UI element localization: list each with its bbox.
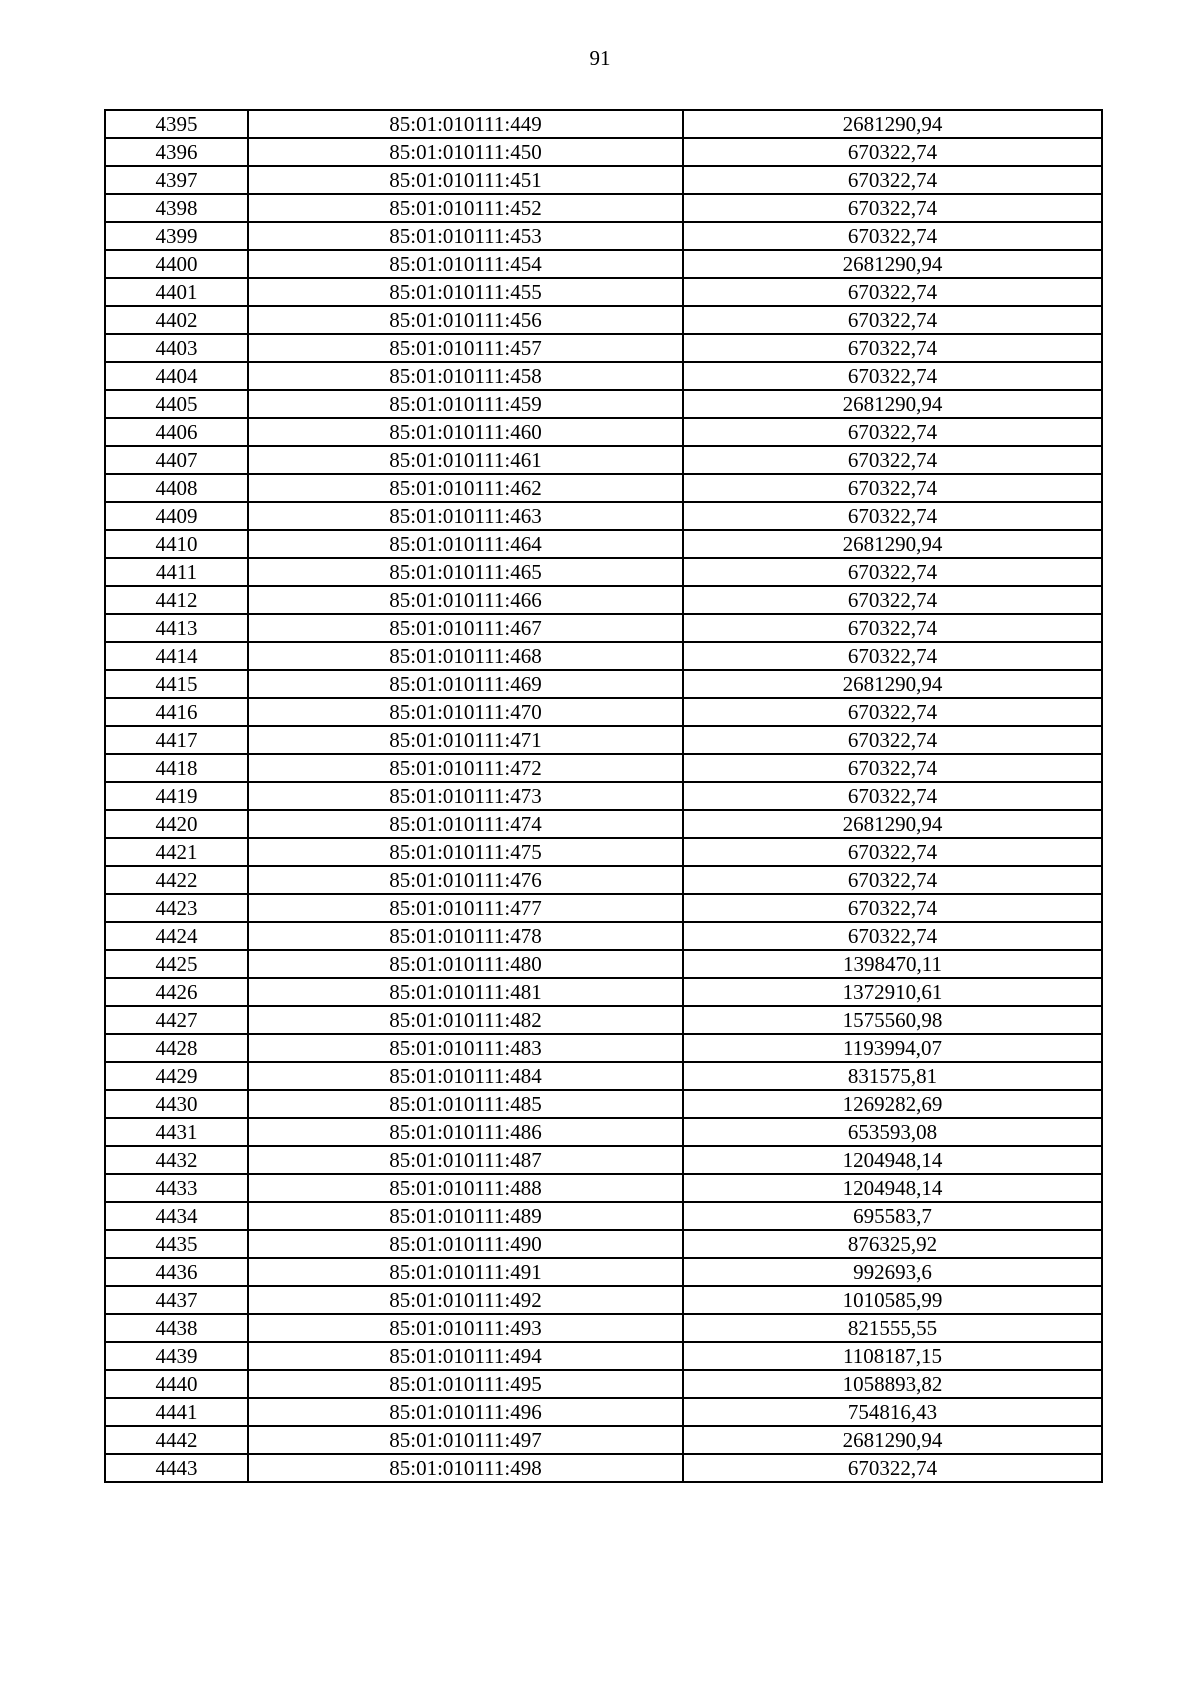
table-row: [105, 1174, 1102, 1202]
cadastral-number-cell: 85:01:010111:458: [248, 362, 683, 390]
row-number-cell: 4422: [105, 866, 248, 894]
cadastral-number-cell: 85:01:010111:495: [248, 1370, 683, 1398]
cadastral-number-cell: 85:01:010111:489: [248, 1202, 683, 1230]
cadastral-value-cell: 670322,74: [683, 306, 1102, 334]
row-number-cell: 4406: [105, 418, 248, 446]
cadastral-value-cell: 670322,74: [683, 166, 1102, 194]
cadastral-value-cell: 670322,74: [683, 586, 1102, 614]
cadastral-value-table: [104, 109, 1103, 1483]
cadastral-value-cell: 695583,7: [683, 1202, 1102, 1230]
row-number-cell: 4431: [105, 1118, 248, 1146]
row-number-cell: 4429: [105, 1062, 248, 1090]
row-number-cell: 4404: [105, 362, 248, 390]
cadastral-value-cell: 670322,74: [683, 222, 1102, 250]
row-number-cell: 4435: [105, 1230, 248, 1258]
cadastral-number-cell: 85:01:010111:487: [248, 1146, 683, 1174]
cadastral-value-cell: 1108187,15: [683, 1342, 1102, 1370]
table-row: [105, 138, 1102, 166]
row-number-cell: 4410: [105, 530, 248, 558]
row-number-cell: 4443: [105, 1454, 248, 1482]
table-body: [105, 110, 1102, 1482]
cadastral-value-cell: 670322,74: [683, 474, 1102, 502]
cadastral-value-cell: 2681290,94: [683, 530, 1102, 558]
cadastral-number-cell: 85:01:010111:461: [248, 446, 683, 474]
row-number-cell: 4412: [105, 586, 248, 614]
row-number-cell: 4400: [105, 250, 248, 278]
table-row: [105, 418, 1102, 446]
table-row: [105, 530, 1102, 558]
cadastral-value-cell: 2681290,94: [683, 110, 1102, 138]
cadastral-value-cell: 1193994,07: [683, 1034, 1102, 1062]
table-row: [105, 362, 1102, 390]
cadastral-value-cell: 670322,74: [683, 334, 1102, 362]
cadastral-number-cell: 85:01:010111:494: [248, 1342, 683, 1370]
row-number-cell: 4415: [105, 670, 248, 698]
table-row: [105, 110, 1102, 138]
table-row: [105, 1286, 1102, 1314]
cadastral-number-cell: 85:01:010111:454: [248, 250, 683, 278]
cadastral-number-cell: 85:01:010111:456: [248, 306, 683, 334]
cadastral-value-cell: 1204948,14: [683, 1146, 1102, 1174]
page-number: 91: [589, 46, 611, 70]
cadastral-value-cell: 992693,6: [683, 1258, 1102, 1286]
table-row: [105, 194, 1102, 222]
row-number-cell: 4438: [105, 1314, 248, 1342]
table-row: [105, 642, 1102, 670]
cadastral-number-cell: 85:01:010111:478: [248, 922, 683, 950]
cadastral-number-cell: 85:01:010111:486: [248, 1118, 683, 1146]
cadastral-number-cell: 85:01:010111:459: [248, 390, 683, 418]
cadastral-value-cell: 670322,74: [683, 642, 1102, 670]
cadastral-value-cell: 831575,81: [683, 1062, 1102, 1090]
row-number-cell: 4440: [105, 1370, 248, 1398]
row-number-cell: 4396: [105, 138, 248, 166]
cadastral-value-cell: 2681290,94: [683, 810, 1102, 838]
row-number-cell: 4428: [105, 1034, 248, 1062]
table-row: [105, 950, 1102, 978]
cadastral-number-cell: 85:01:010111:449: [248, 110, 683, 138]
cadastral-value-cell: 1010585,99: [683, 1286, 1102, 1314]
row-number-cell: 4399: [105, 222, 248, 250]
cadastral-value-cell: 876325,92: [683, 1230, 1102, 1258]
cadastral-number-cell: 85:01:010111:475: [248, 838, 683, 866]
table-row: [105, 1034, 1102, 1062]
row-number-cell: 4433: [105, 1174, 248, 1202]
cadastral-number-cell: 85:01:010111:470: [248, 698, 683, 726]
cadastral-number-cell: 85:01:010111:490: [248, 1230, 683, 1258]
table-row: [105, 278, 1102, 306]
table-row: [105, 222, 1102, 250]
table-row: [105, 446, 1102, 474]
row-number-cell: 4427: [105, 1006, 248, 1034]
cadastral-value-cell: 821555,55: [683, 1314, 1102, 1342]
cadastral-value-cell: 670322,74: [683, 446, 1102, 474]
row-number-cell: 4403: [105, 334, 248, 362]
row-number-cell: 4418: [105, 754, 248, 782]
cadastral-value-cell: 670322,74: [683, 754, 1102, 782]
cadastral-number-cell: 85:01:010111:472: [248, 754, 683, 782]
row-number-cell: 4424: [105, 922, 248, 950]
table-row: [105, 1090, 1102, 1118]
table-row: [105, 782, 1102, 810]
cadastral-number-cell: 85:01:010111:485: [248, 1090, 683, 1118]
row-number-cell: 4411: [105, 558, 248, 586]
row-number-cell: 4413: [105, 614, 248, 642]
cadastral-number-cell: 85:01:010111:476: [248, 866, 683, 894]
cadastral-number-cell: 85:01:010111:460: [248, 418, 683, 446]
cadastral-number-cell: 85:01:010111:457: [248, 334, 683, 362]
cadastral-number-cell: 85:01:010111:481: [248, 978, 683, 1006]
cadastral-number-cell: 85:01:010111:464: [248, 530, 683, 558]
table-row: [105, 894, 1102, 922]
row-number-cell: 4437: [105, 1286, 248, 1314]
cadastral-number-cell: 85:01:010111:488: [248, 1174, 683, 1202]
row-number-cell: 4395: [105, 110, 248, 138]
cadastral-number-cell: 85:01:010111:477: [248, 894, 683, 922]
cadastral-value-cell: 670322,74: [683, 278, 1102, 306]
table-row: [105, 474, 1102, 502]
cadastral-value-cell: 670322,74: [683, 1454, 1102, 1482]
cadastral-value-cell: 2681290,94: [683, 670, 1102, 698]
cadastral-number-cell: 85:01:010111:463: [248, 502, 683, 530]
cadastral-number-cell: 85:01:010111:498: [248, 1454, 683, 1482]
cadastral-value-cell: 670322,74: [683, 194, 1102, 222]
table-row: [105, 698, 1102, 726]
cadastral-number-cell: 85:01:010111:474: [248, 810, 683, 838]
row-number-cell: 4409: [105, 502, 248, 530]
cadastral-number-cell: 85:01:010111:493: [248, 1314, 683, 1342]
row-number-cell: 4434: [105, 1202, 248, 1230]
table-row: [105, 614, 1102, 642]
table-row: [105, 1202, 1102, 1230]
table-row: [105, 754, 1102, 782]
cadastral-value-cell: 754816,43: [683, 1398, 1102, 1426]
table-row: [105, 1370, 1102, 1398]
table-row: [105, 502, 1102, 530]
cadastral-value-cell: 2681290,94: [683, 1426, 1102, 1454]
cadastral-value-cell: 1372910,61: [683, 978, 1102, 1006]
row-number-cell: 4417: [105, 726, 248, 754]
cadastral-number-cell: 85:01:010111:466: [248, 586, 683, 614]
cadastral-value-cell: 670322,74: [683, 418, 1102, 446]
cadastral-number-cell: 85:01:010111:462: [248, 474, 683, 502]
cadastral-number-cell: 85:01:010111:491: [248, 1258, 683, 1286]
cadastral-value-cell: 2681290,94: [683, 390, 1102, 418]
table-row: [105, 1314, 1102, 1342]
table-row: [105, 1258, 1102, 1286]
table-row: [105, 922, 1102, 950]
table-row: [105, 390, 1102, 418]
cadastral-value-cell: 1398470,11: [683, 950, 1102, 978]
cadastral-number-cell: 85:01:010111:496: [248, 1398, 683, 1426]
table-row: [105, 586, 1102, 614]
cadastral-value-cell: 1204948,14: [683, 1174, 1102, 1202]
row-number-cell: 4432: [105, 1146, 248, 1174]
cadastral-number-cell: 85:01:010111:453: [248, 222, 683, 250]
cadastral-value-cell: 670322,74: [683, 698, 1102, 726]
cadastral-value-cell: 1269282,69: [683, 1090, 1102, 1118]
table-row: [105, 1118, 1102, 1146]
cadastral-value-cell: 670322,74: [683, 838, 1102, 866]
cadastral-value-cell: 653593,08: [683, 1118, 1102, 1146]
cadastral-value-cell: 1058893,82: [683, 1370, 1102, 1398]
cadastral-value-cell: 670322,74: [683, 782, 1102, 810]
cadastral-number-cell: 85:01:010111:450: [248, 138, 683, 166]
table-row: [105, 1006, 1102, 1034]
row-number-cell: 4425: [105, 950, 248, 978]
table-row: [105, 866, 1102, 894]
cadastral-value-cell: 670322,74: [683, 726, 1102, 754]
row-number-cell: 4397: [105, 166, 248, 194]
cadastral-value-cell: 670322,74: [683, 138, 1102, 166]
row-number-cell: 4423: [105, 894, 248, 922]
cadastral-number-cell: 85:01:010111:471: [248, 726, 683, 754]
table-row: [105, 1062, 1102, 1090]
row-number-cell: 4414: [105, 642, 248, 670]
row-number-cell: 4426: [105, 978, 248, 1006]
table-row: [105, 1230, 1102, 1258]
table-row: [105, 726, 1102, 754]
row-number-cell: 4407: [105, 446, 248, 474]
table-row: [105, 1342, 1102, 1370]
cadastral-value-cell: 670322,74: [683, 866, 1102, 894]
cadastral-number-cell: 85:01:010111:473: [248, 782, 683, 810]
row-number-cell: 4439: [105, 1342, 248, 1370]
table-row: [105, 1454, 1102, 1482]
row-number-cell: 4405: [105, 390, 248, 418]
cadastral-number-cell: 85:01:010111:484: [248, 1062, 683, 1090]
table-row: [105, 978, 1102, 1006]
cadastral-number-cell: 85:01:010111:455: [248, 278, 683, 306]
cadastral-value-cell: 670322,74: [683, 922, 1102, 950]
cadastral-value-cell: 1575560,98: [683, 1006, 1102, 1034]
cadastral-number-cell: 85:01:010111:469: [248, 670, 683, 698]
cadastral-value-cell: 670322,74: [683, 614, 1102, 642]
row-number-cell: 4442: [105, 1426, 248, 1454]
cadastral-value-cell: 670322,74: [683, 362, 1102, 390]
table-row: [105, 670, 1102, 698]
table-row: [105, 166, 1102, 194]
cadastral-value-cell: 670322,74: [683, 502, 1102, 530]
table-row: [105, 1398, 1102, 1426]
row-number-cell: 4430: [105, 1090, 248, 1118]
row-number-cell: 4408: [105, 474, 248, 502]
cadastral-number-cell: 85:01:010111:497: [248, 1426, 683, 1454]
table-row: [105, 810, 1102, 838]
row-number-cell: 4401: [105, 278, 248, 306]
cadastral-value-cell: 670322,74: [683, 558, 1102, 586]
cadastral-number-cell: 85:01:010111:492: [248, 1286, 683, 1314]
table-row: [105, 250, 1102, 278]
table-row: [105, 1426, 1102, 1454]
cadastral-number-cell: 85:01:010111:467: [248, 614, 683, 642]
cadastral-number-cell: 85:01:010111:452: [248, 194, 683, 222]
row-number-cell: 4421: [105, 838, 248, 866]
row-number-cell: 4402: [105, 306, 248, 334]
cadastral-number-cell: 85:01:010111:465: [248, 558, 683, 586]
cadastral-number-cell: 85:01:010111:451: [248, 166, 683, 194]
cadastral-value-cell: 2681290,94: [683, 250, 1102, 278]
table-row: [105, 558, 1102, 586]
table-row: [105, 1146, 1102, 1174]
row-number-cell: 4419: [105, 782, 248, 810]
cadastral-number-cell: 85:01:010111:483: [248, 1034, 683, 1062]
table-row: [105, 306, 1102, 334]
row-number-cell: 4436: [105, 1258, 248, 1286]
cadastral-number-cell: 85:01:010111:468: [248, 642, 683, 670]
table-row: [105, 334, 1102, 362]
row-number-cell: 4420: [105, 810, 248, 838]
row-number-cell: 4441: [105, 1398, 248, 1426]
cadastral-value-cell: 670322,74: [683, 894, 1102, 922]
row-number-cell: 4416: [105, 698, 248, 726]
row-number-cell: 4398: [105, 194, 248, 222]
cadastral-number-cell: 85:01:010111:482: [248, 1006, 683, 1034]
table-row: [105, 838, 1102, 866]
cadastral-number-cell: 85:01:010111:480: [248, 950, 683, 978]
